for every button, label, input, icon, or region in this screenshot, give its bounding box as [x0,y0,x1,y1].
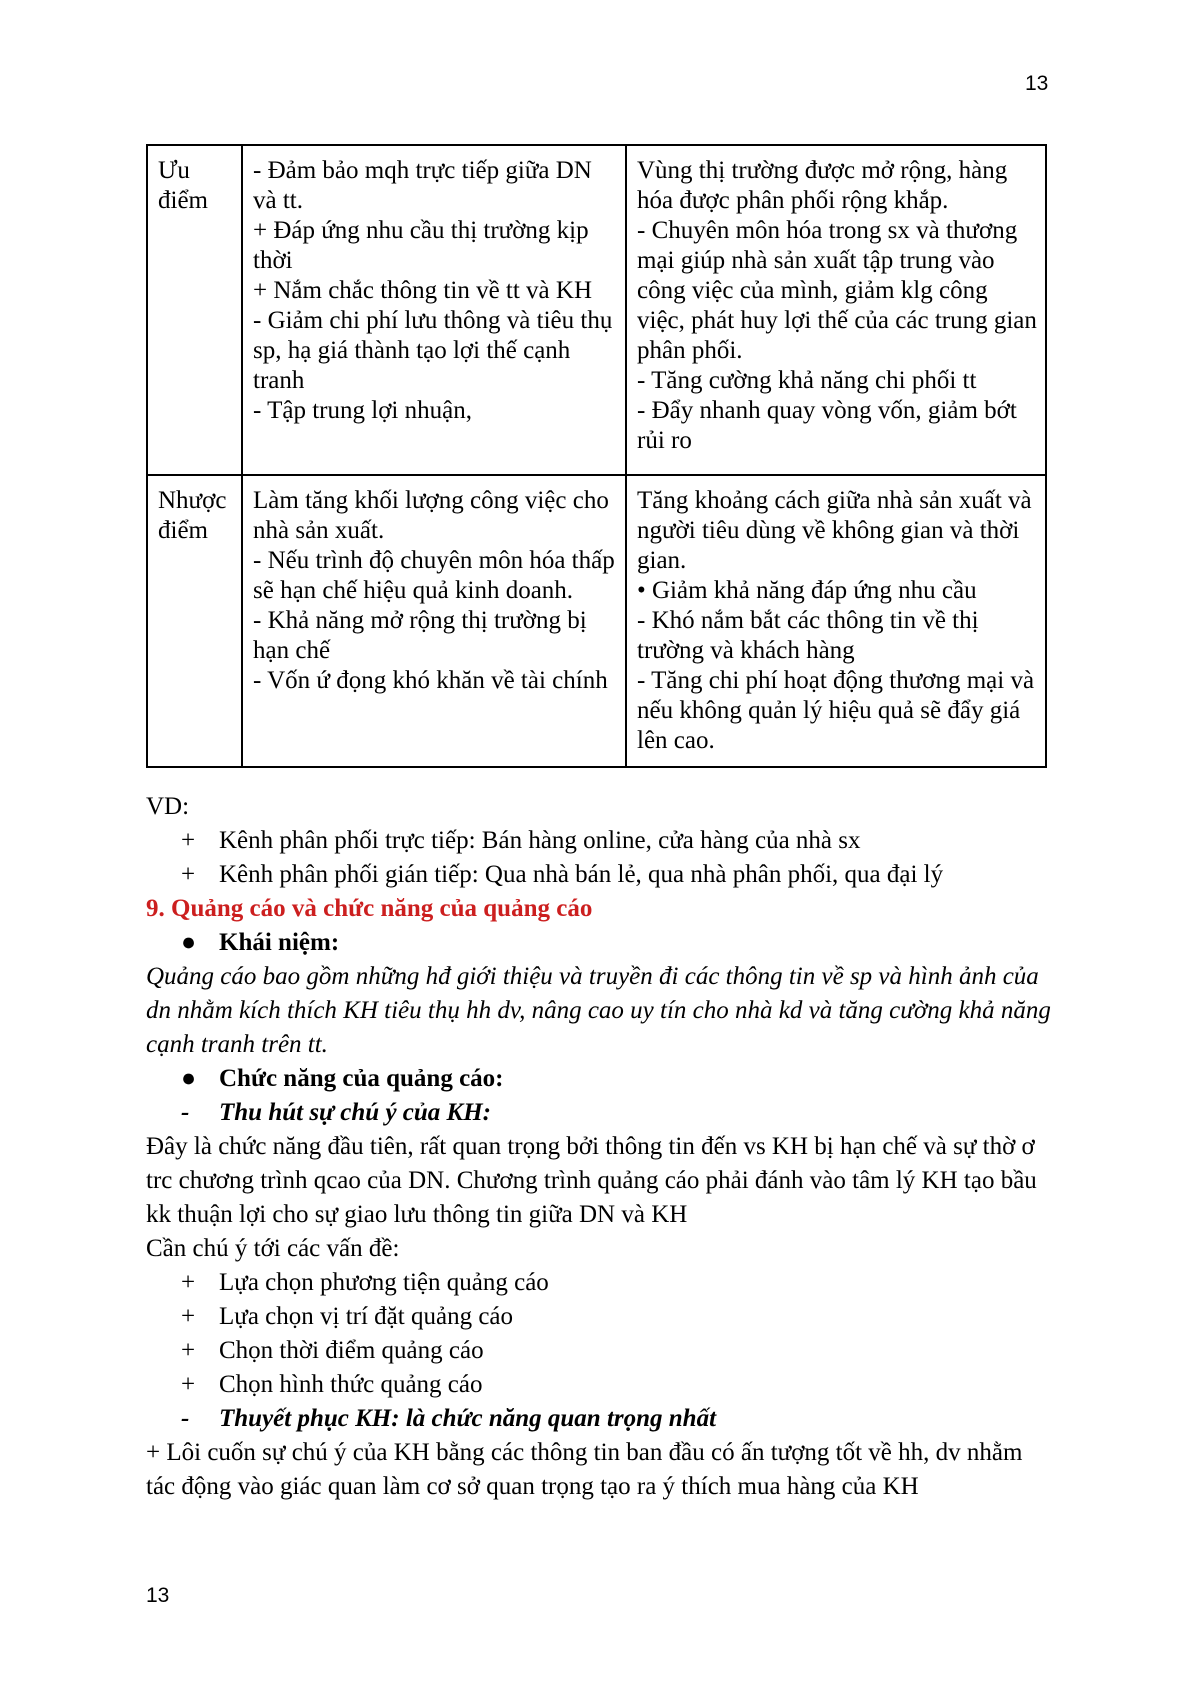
attention-item: + Chọn thời điểm quảng cáo [181,1337,484,1364]
cell-line: - Tăng cường khả năng chi phối tt [637,367,977,394]
row-label: Ưu điểm [147,145,242,475]
cell-line: - Khó nắm bắt các thông tin về thị trường và khách hàng [637,607,979,664]
cell-line: - Chuyên môn hóa trong sx và thương mại giúp nhà sản xuất tập trung vào công việc của mình, giảm klg công việc, phát huy lợi thế của các trung gian phân phối. [637,217,1037,364]
function-2-title: - Thuyết phục KH: là chức năng quan trọng nhất [181,1405,717,1432]
cell-line: - Đảm bảo mqh trực tiếp giữa DN và tt. [253,157,592,214]
table-row-advantages [147,145,1046,475]
concept-label: ● Khái niệm: [146,926,1056,960]
cell-line: + Đáp ứng nhu cầu thị trường kịp thời [253,217,589,274]
attention-item: + Lựa chọn vị trí đặt quảng cáo [181,1303,514,1330]
example-item: + Kênh phân phối trực tiếp: Bán hàng online, cửa hàng của nhà sx [181,827,861,854]
direct-channel-cell [242,145,626,475]
cell-line: - Khả năng mở rộng thị trường bị hạn chế [253,607,587,664]
cell-line: Tăng khoảng cách giữa nhà sản xuất và người tiêu dùng về không gian và thời gian. [637,487,1032,574]
concept-text: Quảng cáo bao gồm những hđ giới thiệu và truyền đi các thông tin về sp và hình ảnh của dn nhằm kích thích KH tiêu thụ hh dv, nâng cao uy tín cho nhà kd và tăng cường khả năng cạnh tranh trên tt. [146,963,1051,1058]
attention-item: + Chọn hình thức quảng cáo [181,1371,483,1398]
cell-line: + Nắm chắc thông tin về tt và KH [253,277,593,304]
attention-intro: Cần chú ý tới các vấn đề: [146,1235,400,1262]
function-1-title: - Thu hút sự chú ý của KH: [181,1099,491,1126]
section-heading: 9. Quảng cáo và chức năng của quảng cáo [146,895,593,922]
example-label: VD: [146,793,190,820]
cell-line: - Nếu trình độ chuyên môn hóa thấp sẽ hạn chế hiệu quả kinh doanh. [253,547,615,604]
direct-channel-cell [242,475,626,767]
cell-line: - Vốn ứ đọng khó khăn về tài chính [253,667,608,694]
table-row-disadvantages [147,475,1046,767]
bullet-icon: ● [181,929,197,956]
comparison-table [146,144,1047,768]
attention-item: + Lựa chọn phương tiện quảng cáo [181,1269,549,1296]
cell-line: Làm tăng khối lượng công việc cho nhà sản xuất. [253,487,609,544]
bullet-icon: ● [181,1065,197,1092]
indirect-channel-cell [626,475,1046,767]
cell-line: - Tập trung lợi nhuận, [253,397,472,424]
indirect-channel-cell [626,145,1046,475]
row-label: Nhược điểm [147,475,242,767]
functions-label: ● Chức năng của quảng cáo: [146,1062,1056,1096]
cell-line: - Đẩy nhanh quay vòng vốn, giảm bớt rủi ro [637,397,1017,454]
example-item: + Kênh phân phối gián tiếp: Qua nhà bán lẻ, qua nhà phân phối, qua đại lý [181,861,944,888]
function-1-text: Đây là chức năng đầu tiên, rất quan trọng bởi thông tin đến vs KH bị hạn chế và sự thờ ơ trc chương trình qcao của DN. Chương trình quảng cáo phải đánh vào tâm lý KH tạo bầu kk thuận lợi cho sự giao lưu thông tin giữa DN và KH [146,1133,1037,1228]
page-number-bottom: 13 [146,1584,170,1607]
cell-line: - Tăng chi phí hoạt động thương mại và nếu không quản lý hiệu quả sẽ đẩy giá lên cao. [637,667,1035,754]
function-2-text: + Lôi cuốn sự chú ý của KH bằng các thông tin ban đầu có ấn tượng tốt về hh, dv nhằm tác động vào giác quan làm cơ sở quan trọng tạo ra ý thích mua hàng của KH [146,1439,1023,1500]
page-number-top: 13 [1025,72,1049,95]
cell-line: • Giảm khả năng đáp ứng nhu cầu [637,577,977,604]
cell-line: - Giảm chi phí lưu thông và tiêu thụ sp, hạ giá thành tạo lợi thế cạnh tranh [253,307,613,394]
cell-line: Vùng thị trường được mở rộng, hàng hóa được phân phối rộng khắp. [637,157,1008,214]
document-body [146,790,1056,1504]
